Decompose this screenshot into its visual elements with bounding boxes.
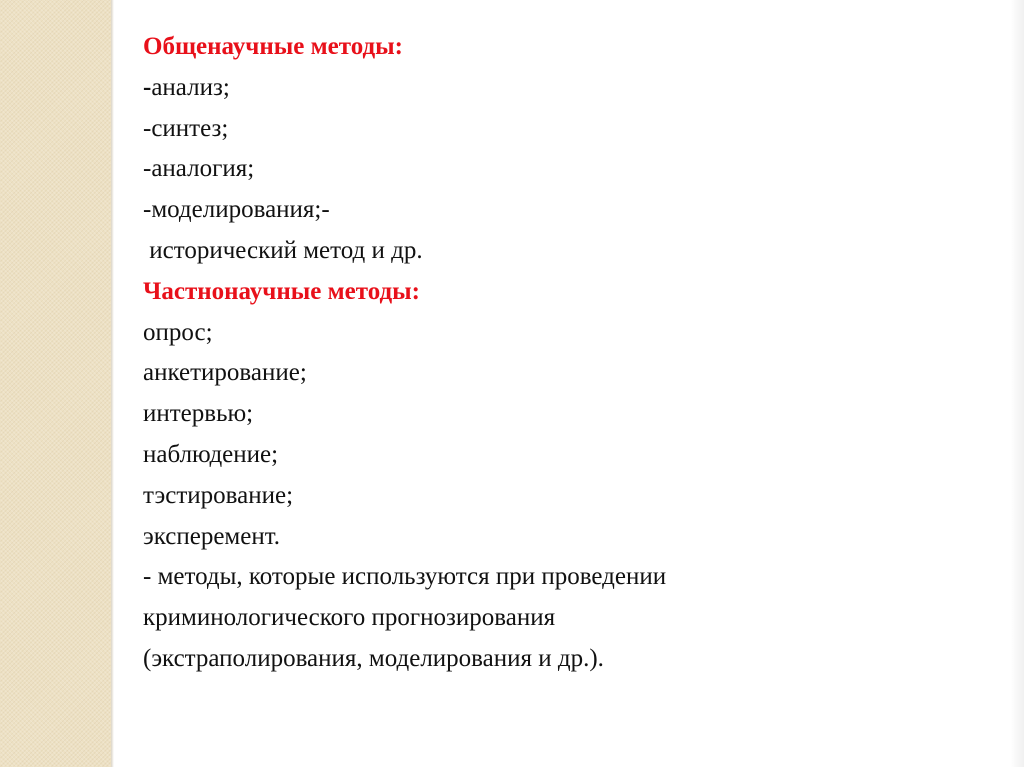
item-dash: - — [143, 73, 152, 101]
specific-method-item: - методы, которые используются при проведении — [143, 563, 667, 591]
specific-methods-heading: Частнонаучные методы: — [143, 277, 420, 305]
slide-body — [143, 27, 1003, 680]
specific-method-item: эксперемент. — [143, 522, 281, 550]
specific-method-item: опрос; — [143, 318, 213, 346]
general-method-item — [143, 68, 1003, 109]
specific-method-item: анкетирование; — [143, 359, 307, 387]
specific-method-item: тэстирование; — [143, 481, 294, 509]
decorative-side-bar — [0, 0, 111, 767]
specific-method-item: наблюдение; — [143, 440, 279, 468]
right-edge-shadow — [1010, 0, 1024, 767]
general-method-item: -синтез; — [143, 114, 229, 142]
specific-method-item: интервью; — [143, 400, 254, 428]
side-bar-edge — [111, 0, 114, 767]
specific-method-item: криминологического прогнозирования — [143, 604, 556, 632]
specific-method-item: (экстраполирования, моделирования и др.). — [143, 644, 604, 672]
general-method-item: исторический метод и др. — [143, 236, 423, 264]
general-methods-heading: Общенаучные методы: — [143, 33, 403, 60]
general-method-item: -аналогия; — [143, 155, 255, 183]
general-method-item: -моделирования;- — [143, 196, 330, 224]
item-text: анализ; — [151, 73, 230, 101]
